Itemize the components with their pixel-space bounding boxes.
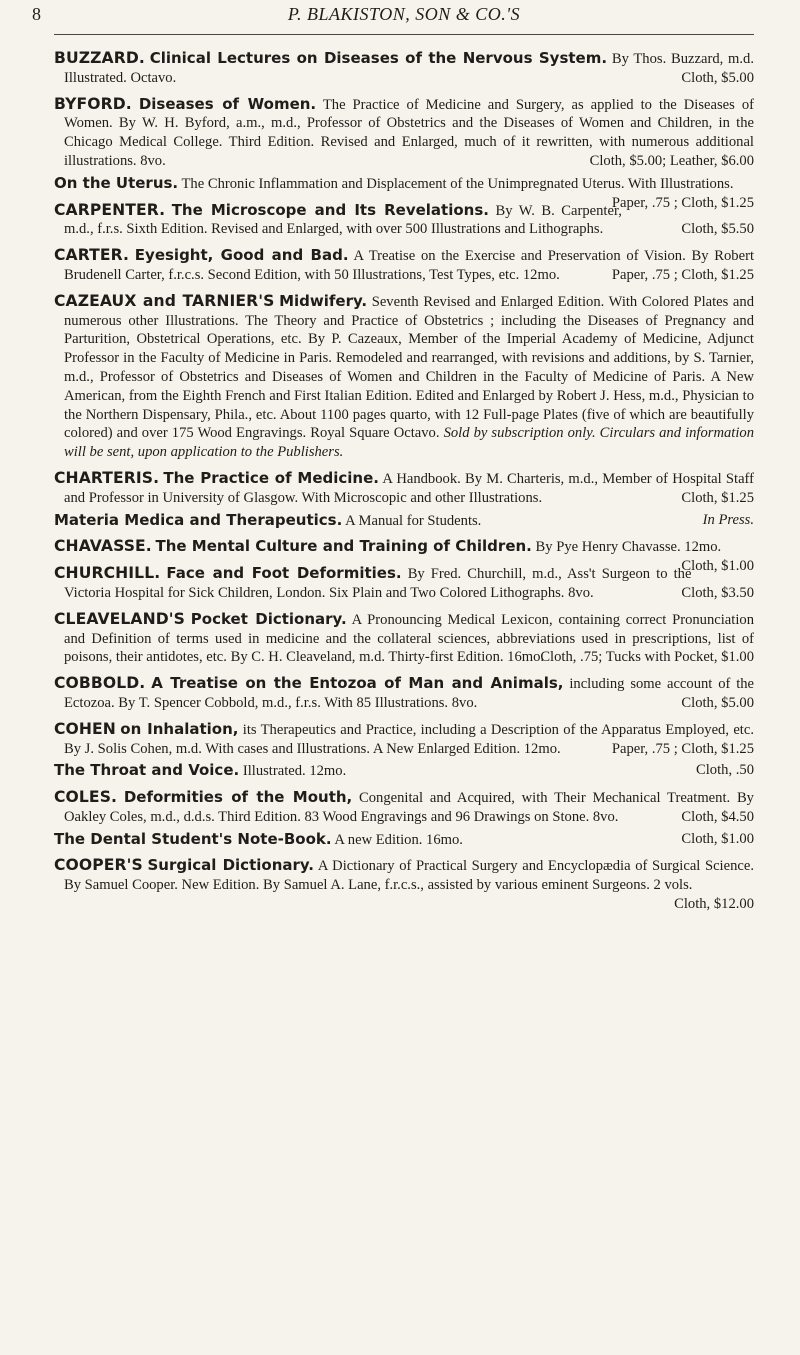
book-title: A Treatise on the Entozoa of Man and Animals, bbox=[151, 674, 564, 693]
catalog-entry bbox=[54, 830, 754, 850]
catalog-entry bbox=[54, 95, 754, 171]
author-heading: CHARTERIS. bbox=[54, 468, 160, 487]
description: The Practice of Medicine and Surgery, as applied to the Diseases of Women. By W. H. Byford, a.m., m.d., Professor of Obstetrics and the Diseases of Women and Children, in the Chicago Medical College. Third Edition. Revised and Enlarged, much of it rewritten, with numerous additional illustrations. 8vo. bbox=[64, 96, 754, 169]
book-title: Surgical Dictionary. bbox=[147, 856, 314, 875]
catalog-entry bbox=[54, 49, 754, 88]
author-heading: BYFORD. bbox=[54, 94, 132, 113]
author-heading: CLEAVELAND'S bbox=[54, 609, 185, 628]
author-heading: BUZZARD. bbox=[54, 49, 145, 67]
book-title: Diseases of Women. bbox=[138, 94, 317, 113]
catalog-entry bbox=[54, 674, 754, 713]
catalog-entries bbox=[54, 49, 755, 913]
book-title: Midwifery. bbox=[279, 291, 368, 310]
subscription-note: Sold by subscription only. Circulars and information will be sent, upon application to the Publishers. bbox=[64, 425, 754, 461]
book-title: The Microscope and Its Revelations. bbox=[171, 200, 489, 219]
book-title: Clinical Lectures on Diseases of the Nervous System. bbox=[149, 49, 608, 67]
book-title: On the Uterus. bbox=[54, 173, 179, 192]
description: By Fred. Churchill, m.d., Ass't Surgeon to the Victoria Hospital for Sick Children, London. Six Plain and Two Colored Lithographs. 8vo. bbox=[64, 566, 692, 601]
price: Paper, .75 ; Cloth, $1.25 bbox=[611, 194, 754, 211]
author-heading: CHAVASSE. bbox=[54, 537, 152, 556]
book-title: The Practice of Medicine. bbox=[163, 468, 379, 487]
catalog-entry bbox=[54, 720, 754, 759]
price: Cloth, $5.00 bbox=[681, 69, 754, 86]
book-title: Materia Medica and Therapeutics. bbox=[54, 510, 343, 529]
description: including some account of the Ectozoa. By T. Spencer Cobbold, m.d., f.r.s. With 85 Illustrations. 8vo. bbox=[64, 676, 755, 711]
book-title: Eyesight, Good and Bad. bbox=[134, 246, 349, 265]
author-heading: CARTER. bbox=[54, 246, 130, 265]
description: Congenital and Acquired, with Their Mechanical Treatment. By Oakley Coles, m.d., d.d.s. Third Edition. 83 Wood Engravings and 96 Drawings on Stone. 8vo. bbox=[64, 790, 754, 825]
catalog-entry bbox=[54, 564, 754, 603]
catalog-entry bbox=[54, 788, 754, 827]
description: its Therapeutics and Practice, including a Description of the Apparatus Employed, etc. By J. Solis Cohen, m.d. With cases and Illustrations. A New Enlarged Edition. 12mo. bbox=[64, 721, 754, 757]
book-title: on Inhalation, bbox=[120, 719, 239, 738]
book-title: The Throat and Voice. bbox=[54, 761, 240, 780]
description: A Treatise on the Exercise and Preservation of Vision. By Robert Brudenell Carter, f.r.c.s. Second Edition, with 50 Illustrations, Test Types, etc. 12mo. bbox=[64, 248, 754, 283]
author-heading: COHEN bbox=[54, 719, 116, 738]
price: Cloth, .50 bbox=[696, 762, 754, 779]
catalog-entry bbox=[54, 246, 754, 285]
author-heading: COOPER'S bbox=[54, 856, 143, 875]
price: Cloth, $1.00 bbox=[681, 830, 754, 847]
price: Cloth, $1.00 bbox=[681, 558, 754, 575]
book-title: Deformities of the Mouth, bbox=[123, 788, 353, 807]
book-title: The Dental Student's Note-Book. bbox=[54, 829, 332, 848]
price: Cloth, $1.25 bbox=[681, 489, 754, 506]
price: Paper, .75 ; Cloth, $1.25 bbox=[611, 266, 754, 283]
price: In Press. bbox=[702, 511, 754, 528]
book-title: Pocket Dictionary. bbox=[190, 609, 347, 628]
catalog-entry bbox=[54, 469, 754, 508]
catalog-page bbox=[0, 2, 800, 1355]
running-head bbox=[32, 2, 754, 34]
catalog-entry bbox=[54, 761, 754, 781]
author-heading: COLES. bbox=[54, 788, 118, 807]
description: By Pye Henry Chavasse. 12mo. bbox=[535, 539, 722, 556]
author-heading: COBBOLD. bbox=[54, 674, 146, 693]
price: Paper, .75 ; Cloth, $1.25 bbox=[611, 740, 754, 757]
price: Cloth, $5.00; Leather, $6.00 bbox=[589, 152, 754, 169]
description: The Chronic Inflammation and Displacement of the Unimpregnated Uterus. With Illustrations. bbox=[181, 175, 734, 192]
price: Cloth, $5.50 bbox=[681, 221, 754, 238]
catalog-entry bbox=[54, 610, 754, 667]
description: A Dictionary of Practical Surgery and Encyclopædia of Surgical Science. By Samuel Cooper. New Edition. By Samuel A. Lane, f.r.c.s., assisted by various eminent Surgeons. 2 vols. bbox=[64, 858, 754, 894]
description: A Handbook. By M. Charteris, m.d., Member of Hospital Staff and Professor in University of Glasgow. With Microscopic and other Illustrations. bbox=[64, 470, 754, 506]
price: Cloth, $12.00 bbox=[674, 896, 754, 913]
price: Cloth, $4.50 bbox=[681, 808, 754, 825]
book-title: Face and Foot Deformities. bbox=[166, 564, 402, 583]
description: A Manual for Students. bbox=[345, 512, 482, 529]
description: A Pronouncing Medical Lexicon, containing correct Pronunciation and Definition of terms used in medicine and the collateral sciences, abbreviations used in prescriptions, list of poisons, their antidotes, etc. By C. H. Cleaveland, m.d. Thirty-first Edition. 16mo. bbox=[64, 611, 754, 666]
price: Cloth, .75; Tucks with Pocket, $1.00 bbox=[540, 649, 754, 666]
catalog-entry bbox=[54, 511, 754, 531]
page-number: 8 bbox=[32, 4, 41, 24]
description: Seventh Revised and Enlarged Edition. With Colored Plates and numerous other Illustrations. The Theory and Practice of Obstetrics ; including the Diseases of Pregnancy and Parturition, Obstetrical Operations, etc. By P. Cazeaux, Member of the Imperial Academy of Medicine, Adjunct Professor in the Faculty of Medicine in Paris. Remodeled and rearranged, with revisions and additions, by S. Tarnier, m.d., Professor of Obstetrics and Diseases of Women and Children in the Faculty of Medicine of Paris. A New American, from the Eighth French and First Italian Edition. Edited and Enlarged by Robert J. Hess, m.d., Physician to the Northern Dispensary, Phila., etc. About 1100 pages quarto, with 12 Full-page Plates (five of which are beautifully colored) and over 175 Wood Engravings. Royal Square Octavo. bbox=[64, 293, 754, 442]
description: Illustrated. 12mo. bbox=[242, 763, 347, 780]
author-heading: CARPENTER. bbox=[54, 200, 166, 219]
price: Cloth, $3.50 bbox=[681, 584, 754, 601]
author-heading: CHURCHILL. bbox=[54, 564, 161, 583]
description: By W. B. Carpenter, m.d., f.r.s. Sixth Edition. Revised and Enlarged, with over 500 Illustrations and Lithographs. bbox=[64, 202, 622, 238]
description: By Thos. Buzzard, m.d. Illustrated. Octavo. bbox=[64, 51, 754, 86]
description: A new Edition. 16mo. bbox=[334, 831, 463, 848]
book-title: The Mental Culture and Training of Children. bbox=[155, 537, 532, 556]
publisher-heading: P. BLAKISTON, SON & CO.'S bbox=[287, 4, 521, 24]
catalog-entry bbox=[54, 292, 754, 462]
price: Cloth, $5.00 bbox=[681, 694, 754, 711]
header-rule bbox=[54, 34, 754, 35]
catalog-entry bbox=[54, 856, 754, 913]
author-heading: CAZEAUX and TARNIER'S bbox=[54, 291, 275, 310]
